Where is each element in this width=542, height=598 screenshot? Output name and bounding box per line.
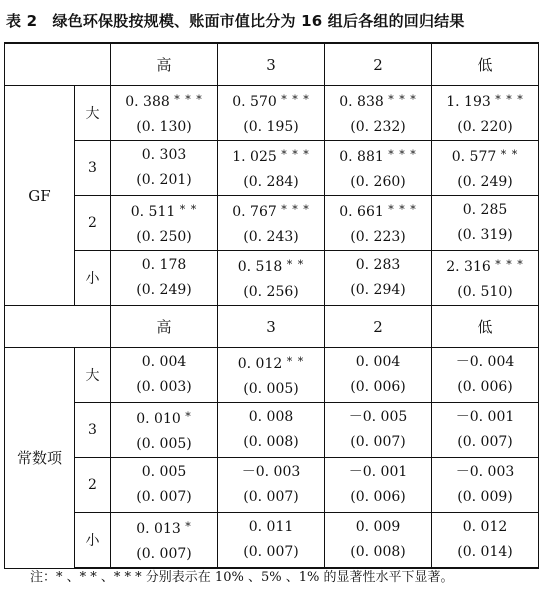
size-label: 3: [75, 141, 111, 196]
data-cell: [432, 196, 539, 251]
standard-error: (0. 319): [457, 227, 513, 243]
data-cell: [111, 403, 218, 458]
standard-error: (0. 260): [350, 173, 406, 190]
data-cell: [111, 196, 218, 251]
table-row: [5, 251, 539, 306]
table-row: [5, 458, 539, 513]
header-blank-cell: [5, 306, 111, 348]
data-cell: [325, 513, 432, 569]
coefficient: 0. 838: [339, 93, 384, 110]
data-cell: [325, 348, 432, 403]
significance-stars: * * *: [281, 92, 310, 106]
standard-error: (0. 195): [243, 118, 299, 135]
size-label: 大: [75, 348, 111, 403]
standard-error: (0. 249): [136, 282, 192, 298]
significance-stars: * * *: [388, 202, 417, 216]
coefficient: 0. 008: [248, 409, 294, 425]
coefficient: 1. 193: [446, 93, 491, 110]
standard-error: (0. 223): [350, 228, 406, 245]
standard-error: (0. 510): [457, 283, 513, 300]
column-header-row: [5, 306, 539, 348]
coefficient: －0. 003: [455, 464, 515, 480]
column-header: 3: [218, 306, 325, 348]
significance-stars: * *: [500, 147, 519, 161]
size-label: 3: [75, 403, 111, 458]
standard-error: (0. 294): [350, 282, 406, 298]
column-header: 2: [325, 306, 432, 348]
standard-error: (0. 220): [457, 118, 513, 135]
coefficient: 0. 178: [141, 257, 187, 273]
coefficient: 0. 661: [339, 203, 384, 220]
standard-error: (0. 201): [136, 172, 192, 188]
significance-stars: * *: [179, 202, 198, 216]
coefficient: 0. 012: [237, 355, 283, 372]
significance-stars: * * *: [495, 92, 524, 106]
coefficient: 0. 511: [130, 203, 176, 220]
significance-stars: * * *: [281, 202, 310, 216]
data-cell: [432, 348, 539, 403]
coefficient: 0. 285: [462, 202, 508, 218]
size-label: 小: [75, 513, 111, 569]
coefficient: 0. 303: [141, 147, 187, 163]
column-header: 2: [325, 43, 432, 86]
significance-stars: * * *: [388, 147, 417, 161]
data-cell: [111, 141, 218, 196]
data-cell: [432, 458, 539, 513]
standard-error: (0. 003): [136, 379, 192, 395]
data-cell: [325, 403, 432, 458]
standard-error: (0. 008): [243, 434, 299, 450]
column-header: 高: [111, 306, 218, 348]
significance-stars: * * *: [174, 92, 203, 106]
data-cell: [218, 86, 325, 141]
data-cell: [111, 458, 218, 513]
data-cell: [111, 251, 218, 306]
column-header: 低: [432, 306, 539, 348]
coefficient: 0. 881: [339, 148, 384, 165]
data-cell: [432, 513, 539, 569]
data-cell: [432, 141, 539, 196]
coefficient: －0. 001: [455, 409, 515, 425]
standard-error: (0. 232): [350, 118, 406, 135]
standard-error: (0. 005): [243, 380, 299, 397]
coefficient: 0. 388: [125, 93, 170, 110]
standard-error: (0. 005): [136, 435, 192, 452]
coefficient: 0. 009: [355, 519, 401, 535]
coefficient: 0. 570: [232, 93, 277, 110]
size-label: 大: [75, 86, 111, 141]
standard-error: (0. 009): [457, 489, 513, 505]
table-title: 表 2 绿色环保股按规模、账面市值比分为 16 组后各组的回归结果: [6, 12, 465, 30]
data-cell: [218, 251, 325, 306]
data-cell: [111, 513, 218, 569]
coefficient: －0. 001: [348, 464, 408, 480]
size-label: 2: [75, 196, 111, 251]
column-header-row: [5, 43, 539, 86]
significance-stars: *: [185, 409, 192, 423]
standard-error: (0. 243): [243, 228, 299, 245]
significance-stars: * *: [286, 354, 305, 368]
table-row: [5, 348, 539, 403]
coefficient: 0. 011: [248, 519, 294, 535]
coefficient: 0. 283: [355, 257, 401, 273]
table-row: [5, 141, 539, 196]
group-label: GF: [5, 86, 75, 306]
standard-error: (0. 256): [243, 283, 299, 300]
data-cell: [325, 251, 432, 306]
coefficient: 0. 005: [141, 464, 187, 480]
coefficient: 0. 012: [462, 519, 508, 535]
coefficient: －0. 005: [348, 409, 408, 425]
coefficient: 0. 577: [451, 148, 497, 165]
data-cell: [325, 458, 432, 513]
data-cell: [432, 403, 539, 458]
coefficient: 0. 013: [136, 520, 181, 537]
standard-error: (0. 007): [136, 489, 192, 505]
standard-error: (0. 130): [136, 118, 192, 135]
standard-error: (0. 014): [457, 544, 513, 560]
significance-stars: * * *: [281, 147, 310, 161]
standard-error: (0. 006): [350, 379, 406, 395]
standard-error: (0. 006): [350, 489, 406, 505]
standard-error: (0. 007): [136, 545, 192, 562]
table-row: [5, 513, 539, 569]
significance-stars: * * *: [495, 257, 524, 271]
standard-error: (0. 250): [136, 228, 192, 245]
coefficient: －0. 003: [241, 464, 301, 480]
table-row: [5, 403, 539, 458]
data-cell: [218, 403, 325, 458]
coefficient: 0. 010: [136, 410, 181, 427]
coefficient: 0. 004: [141, 354, 187, 370]
coefficient: 0. 767: [232, 203, 277, 220]
significance-stars: * * *: [388, 92, 417, 106]
column-header: 低: [432, 43, 539, 86]
standard-error: (0. 006): [457, 379, 513, 395]
coefficient: 2. 316: [446, 258, 491, 275]
data-cell: [325, 86, 432, 141]
coefficient: 1. 025: [232, 148, 277, 165]
significance-stars: * *: [286, 257, 305, 271]
data-cell: [218, 513, 325, 569]
table-row: [5, 86, 539, 141]
group-label: 常数项: [5, 348, 75, 569]
standard-error: (0. 007): [457, 434, 513, 450]
data-cell: [218, 458, 325, 513]
data-cell: [325, 141, 432, 196]
data-cell: [218, 141, 325, 196]
table-note: 注：* 、* * 、* * * 分别表示在 10% 、5% 、1% 的显著性水平下显著。: [30, 570, 454, 585]
size-label: 2: [75, 458, 111, 513]
data-cell: [218, 196, 325, 251]
significance-stars: *: [185, 519, 192, 533]
data-cell: [218, 348, 325, 403]
standard-error: (0. 007): [350, 434, 406, 450]
data-cell: [111, 86, 218, 141]
data-cell: [432, 86, 539, 141]
standard-error: (0. 249): [457, 173, 513, 190]
standard-error: (0. 008): [350, 544, 406, 560]
coefficient: 0. 518: [237, 258, 283, 275]
data-cell: [111, 348, 218, 403]
regression-table: [4, 42, 539, 569]
standard-error: (0. 007): [243, 489, 299, 505]
table-row: [5, 196, 539, 251]
header-blank-cell: [5, 43, 111, 86]
standard-error: (0. 007): [243, 544, 299, 560]
column-header: 3: [218, 43, 325, 86]
data-cell: [432, 251, 539, 306]
standard-error: (0. 284): [243, 173, 299, 190]
data-cell: [325, 196, 432, 251]
size-label: 小: [75, 251, 111, 306]
column-header: 高: [111, 43, 218, 86]
coefficient: －0. 004: [455, 354, 515, 370]
coefficient: 0. 004: [355, 354, 401, 370]
